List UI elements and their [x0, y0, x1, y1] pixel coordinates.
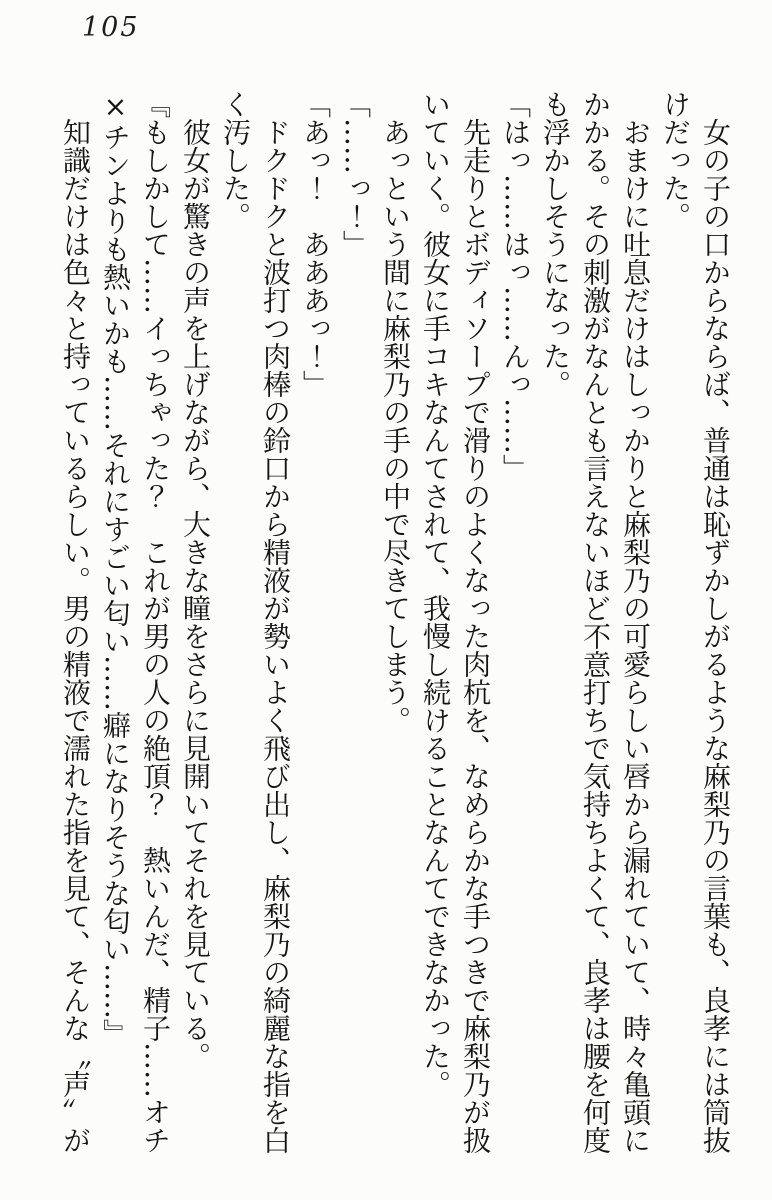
- text-line: おまけに吐息だけはしっかりと麻梨乃の可愛らしい唇から漏れていて、時々亀頭に: [619, 90, 652, 1154]
- text-line: く汚した。: [219, 90, 252, 230]
- text-line: 彼女が驚きの声を上げながら、大きな瞳をさらに見開いてそれを見ている。: [179, 90, 212, 1070]
- text-line: 知識だけは色々と持っているらしい。男の精液で濡れた指を見て、そんな〝声〟が: [59, 90, 92, 1154]
- text-line: 先走りとボディソープで滑りのよくなった肉杭を、なめらかな手つきで麻梨乃が扱: [459, 90, 492, 1154]
- text-line: けだった。: [659, 90, 692, 230]
- text-line: いていく。彼女に手コキなんてされて、我慢し続けることなんてできなかった。: [419, 90, 452, 1098]
- text-line: ドクドクと波打つ肉棒の鈴口から精液が勢いよく飛び出し、麻梨乃の綺麗な指を白: [259, 90, 292, 1154]
- text-line: 「……っ！」: [339, 90, 372, 258]
- vertical-text-block: [55, 90, 735, 1158]
- text-line: 『もしかして……イっちゃった？ これが男の人の絶頂？ 熱いんだ、精子……オチ: [139, 90, 172, 1154]
- text-line: も浮かしそうになった。: [539, 90, 572, 398]
- page-number: 105: [82, 12, 140, 43]
- text-line: かかる。その刺激がなんとも言えないほど不意打ちで気持ちよくて、良孝は腰を何度: [579, 90, 612, 1154]
- text-line: 「あっ！ あああっ！」: [299, 90, 332, 398]
- text-line: ×チンよりも熱いかも……それにすごい匂い……癖になりそうな匂い……』: [99, 90, 132, 1047]
- text-line: 女の子の口からならば、普通は恥ずかしがるような麻梨乃の言葉も、良孝には筒抜: [699, 90, 732, 1154]
- text-line: あっという間に麻梨乃の手の中で尽きてしまう。: [379, 90, 412, 734]
- text-line: 「はっ……はっ……んっ……」: [499, 90, 532, 482]
